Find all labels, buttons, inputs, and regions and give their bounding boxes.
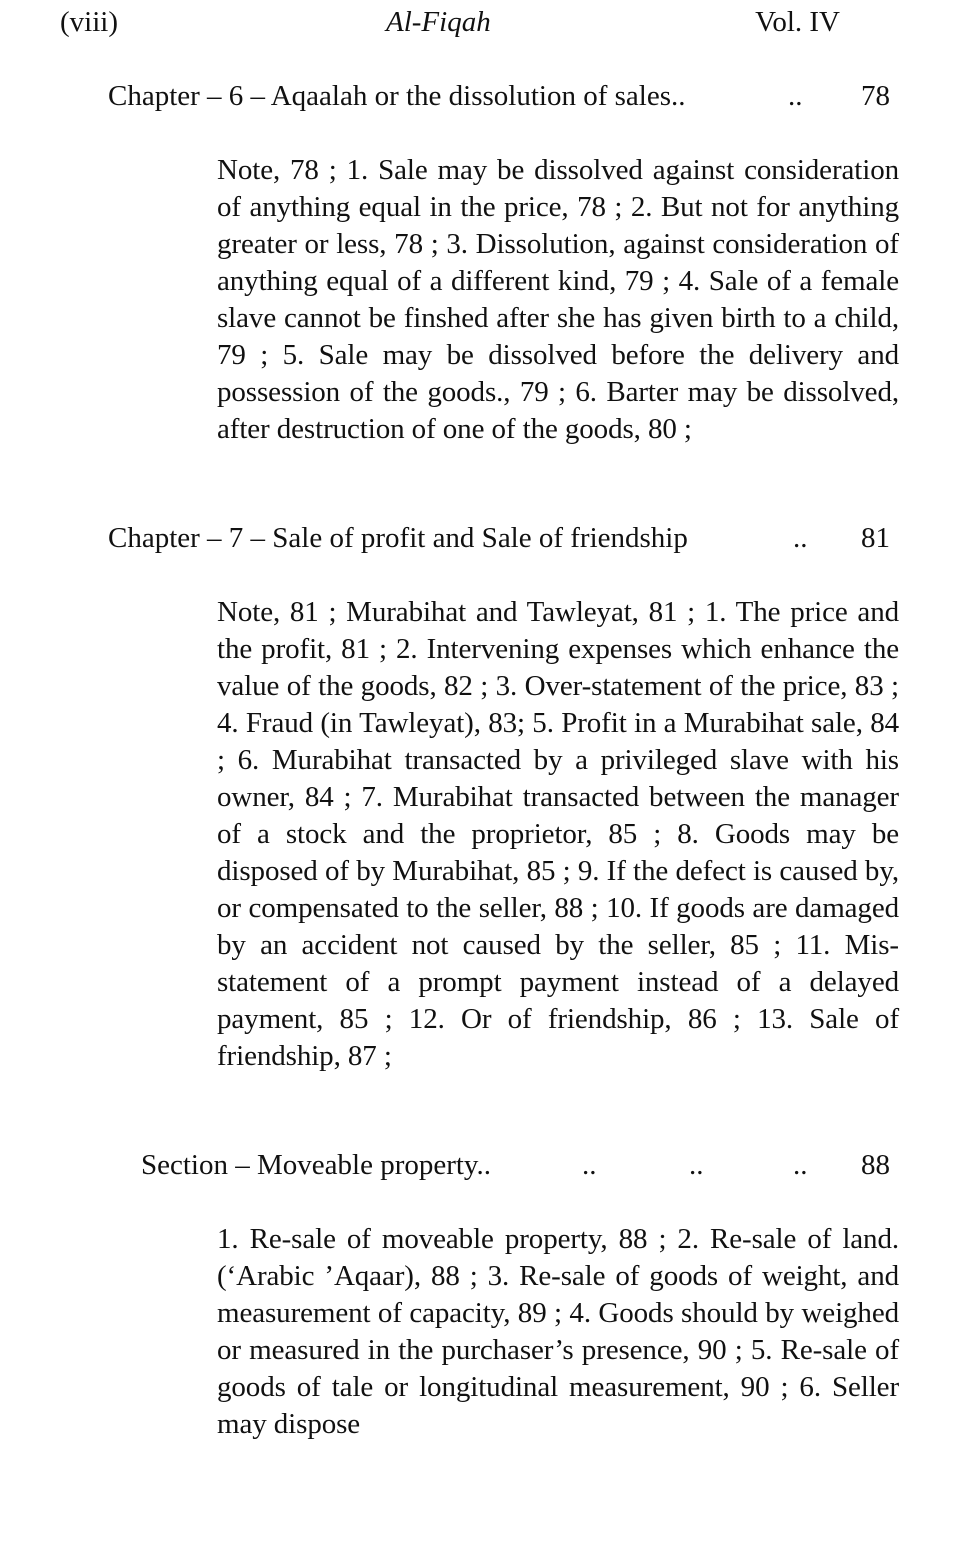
book-title: Al-Fiqah [386,6,491,38]
section-leader-3: .. [793,1149,808,1181]
section-leader-1: .. [582,1149,597,1181]
section-contents: 1. Re-sale of moveable property, 88 ; 2. Re-sale of land. (‘Arabic ’Aqaar), 88 ; 3. Re-sale of goods of weight, and measurement of capacity, 89 ; 4. Goods should by weighed or measured in the purchaser’s presence, 90 ; 5. Re-sale of goods of tale or longitudinal measurement, 90 ; 6. Seller may dispose [217,1223,899,1440]
chapter-7-page: 81 [861,522,890,554]
section-page: 88 [861,1149,890,1181]
toc-chapter-6[interactable] [108,76,890,116]
toc-section-moveable-property[interactable] [141,1145,890,1185]
chapter-7-contents: Note, 81 ; Murabihat and Tawleyat, 81 ; 1. The price and the profit, 81 ; 2. Intervening expenses which enhance the value of the goods, 82 ; 3. Over-statement of the price, 83 ; 4. Fraud (in Tawleyat), 83; 5. Profit in a Murabihat sale, 84 ; 6. Murabihat transacted by a privileged slave with his owner, 84 ; 7. Murabihat transacted between the manager of a stock and the proprietor, 85 ; 8. Goods may be disposed of by Murabihat, 85 ; 9. If the defect is caused by, or compensated to the seller, 88 ; 10. If goods are damaged by an accident not caused by the seller, 85 ; 11. Mis-statement of a prompt payment instead of a delayed payment, 85 ; 12. Or of friendship, 86 ; 13. Sale of friendship, 87 ; [217,596,899,1072]
section-heading: Section – Moveable property.. [141,1149,492,1181]
toc-chapter-7[interactable] [108,518,890,558]
running-head [60,2,840,42]
chapter-7-heading: Chapter – 7 – Sale of profit and Sale of friendship [108,522,688,554]
page-number-roman: (viii) [60,6,118,38]
chapter-6-heading: Chapter – 6 – Aqaalah or the dissolution of sales.. [108,80,686,112]
volume-label: Vol. IV [755,6,840,38]
chapter-7-leader: .. [793,522,808,554]
chapter-6-leader: .. [788,80,803,112]
section-leader-2: .. [689,1149,704,1181]
chapter-6-contents: Note, 78 ; 1. Sale may be dissolved against consideration of anything equal in the price, 78 ; 2. But not for anything greater or less, 78 ; 3. Dissolution, against consideration of anything equal of a different kind, 79 ; 4. Sale of a female slave cannot be finshed after she has given birth to a child, 79 ; 5. Sale may be dissolved before the delivery and possession of the goods., 79 ; 6. Barter may be dissolved, after destruction of one of the goods, 80 ; [217,154,899,445]
chapter-6-page: 78 [861,80,890,112]
